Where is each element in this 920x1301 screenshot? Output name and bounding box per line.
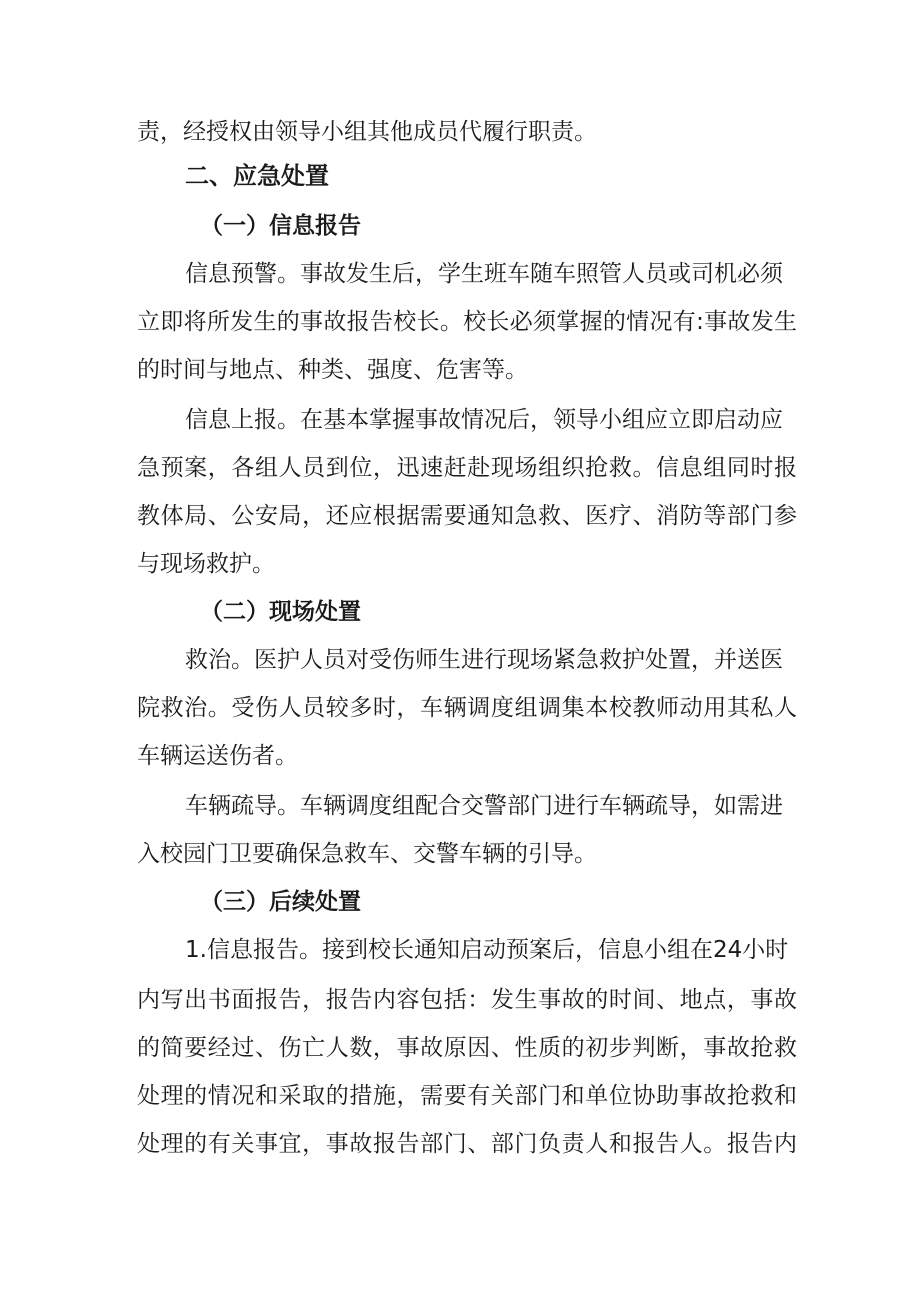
paragraph-line: 车辆疏导。车辆调度组配合交警部门进行车辆疏导，如需进 bbox=[185, 793, 783, 819]
paragraph-line: 车辆运送伤者。 bbox=[137, 743, 298, 769]
subsection-heading: （三）后续处置 bbox=[200, 889, 361, 915]
paragraph-line: 与现场救护。 bbox=[137, 551, 275, 577]
paragraph-line: 立即将所发生的事故报告校长。校长必须掌握的情况有:事故发生 bbox=[137, 309, 797, 335]
paragraph-line: 教体局、公安局，还应根据需要通知急救、医疗、消防等部门参 bbox=[137, 503, 797, 529]
paragraph-line: 院救治。受伤人员较多时，车辆调度组调集本校教师动用其私人 bbox=[137, 695, 797, 721]
subsection-heading: （二）现场处置 bbox=[200, 599, 361, 625]
paragraph-line: 急预案，各组人员到位，迅速赶赴现场组织抢救。信息组同时报 bbox=[137, 455, 797, 481]
paragraph-line: 救治。医护人员对受伤师生进行现场紧急救护处置，并送医 bbox=[185, 647, 783, 673]
section-heading: 二、应急处置 bbox=[185, 162, 329, 190]
paragraph-line: 的简要经过、伤亡人数，事故原因、性质的初步判断，事故抢救 bbox=[137, 1035, 797, 1061]
paragraph-line: 处理的情况和采取的措施，需要有关部门和单位协助事故抢救和 bbox=[137, 1083, 797, 1109]
paragraph-line: 信息上报。在基本掌握事故情况后，领导小组应立即启动应 bbox=[185, 407, 783, 433]
paragraph-line: 责，经授权由领导小组其他成员代履行职责。 bbox=[137, 119, 597, 145]
paragraph-line: 的时间与地点、种类、强度、危害等。 bbox=[137, 357, 528, 383]
paragraph-line: 处理的有关事宜，事故报告部门、部门负责人和报告人。报告内 bbox=[137, 1131, 797, 1157]
subsection-heading: （一）信息报告 bbox=[200, 213, 361, 239]
paragraph-line: 信息预警。事故发生后，学生班车随车照管人员或司机必须 bbox=[185, 261, 783, 287]
paragraph-line: 1.信息报告。接到校长通知启动预案后，信息小组在24小时 bbox=[185, 937, 789, 963]
paragraph-line: 入校园门卫要确保急救车、交警车辆的引导。 bbox=[137, 841, 597, 867]
paragraph-line: 内写出书面报告，报告内容包括：发生事故的时间、地点，事故 bbox=[137, 987, 797, 1013]
